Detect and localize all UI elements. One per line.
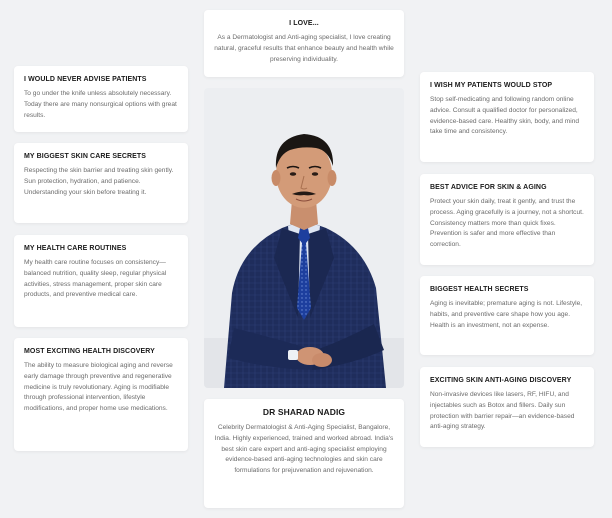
card-body: Non-invasive devices like lasers, RF, HIFU, and injectables such as Botox and fillers. Daily sun protection with barrier repair—an evidence-based anti-aging strategy.: [430, 391, 575, 431]
card-body: Aging is inevitable; premature aging is not. Lifestyle, habits, and preventive care shape how you age. Health is an investment, not an expense.: [430, 300, 583, 329]
card-best-advice: [420, 174, 594, 265]
card-body: Protect your skin daily, treat it gently, and trust the process. Aging gracefully is a journey, not a shortcut. Consistency matters more than quick fixes. Prevention is safer and more effective than correction.: [430, 198, 584, 249]
card-title: MY HEALTH CARE ROUTINES: [24, 245, 127, 252]
card-health-secrets: [420, 276, 594, 355]
card-title: MY BIGGEST SKIN CARE SECRETS: [24, 153, 147, 160]
card-body: Stop self-medicating and following random online advice. Consult a qualified doctor for personalized, evidence-based care. Healthy skin, body, and mind take time and consistency.: [430, 96, 580, 136]
card-i-love: [204, 10, 404, 77]
card-body: My health care routine focuses on consistency—balanced nutrition, quality sleep, regular physical activities, stress management, proper skin care products, and preventive medical care.: [24, 259, 167, 299]
card-title: I WISH MY PATIENTS WOULD STOP: [430, 82, 553, 89]
doctor-portrait: [204, 88, 404, 388]
card-title: EXCITING SKIN ANTI-AGING DISCOVERY: [430, 377, 572, 384]
card-health-discovery: [14, 338, 188, 451]
card-title: I WOULD NEVER ADVISE PATIENTS: [24, 76, 147, 83]
card-never-advise: [14, 66, 188, 132]
card-body: As a Dermatologist and Anti-aging specialist, I love creating natural, graceful results that enhance beauty and health while preserving individuality.: [214, 34, 394, 63]
card-wish-stop: [420, 72, 594, 162]
card-title: MOST EXCITING HEALTH DISCOVERY: [24, 348, 155, 355]
card-anti-aging-discovery: [420, 367, 594, 447]
card-body: To go under the knife unless absolutely necessary. Today there are many nonsurgical options with great results.: [24, 90, 177, 119]
card-health-routines: [14, 235, 188, 327]
card-title: BIGGEST HEALTH SECRETS: [430, 286, 529, 293]
card-body: The ability to measure biological aging and reverse early damage through preventive and regenerative medicine is truly revolutionary. Aging is modifiable through professional intervention, lifestyle modifications, and proper home use medications.: [24, 362, 173, 413]
doctor-name: DR SHARAD NADIG: [262, 407, 346, 417]
doctor-portrait-illustration: [204, 88, 404, 388]
card-body: Respecting the skin barrier and treating skin gently. Sun protection, hydration, and patience. Understanding your skin before treating it.: [24, 167, 174, 196]
card-profile: [204, 399, 404, 508]
card-title: I LOVE...: [289, 20, 319, 27]
doctor-bio: Celebrity Dermatologist & Anti-Aging Specialist, Bangalore, India. Highly experienced, trained and worked abroad. India's best skin care expert and anti-aging specialist employing evidence-based anti-aging technologies and skin care formulations for prejuvenation and rejuvenation.: [214, 424, 394, 475]
card-title: BEST ADVICE FOR SKIN & AGING: [430, 184, 547, 191]
card-skin-secrets: [14, 143, 188, 223]
